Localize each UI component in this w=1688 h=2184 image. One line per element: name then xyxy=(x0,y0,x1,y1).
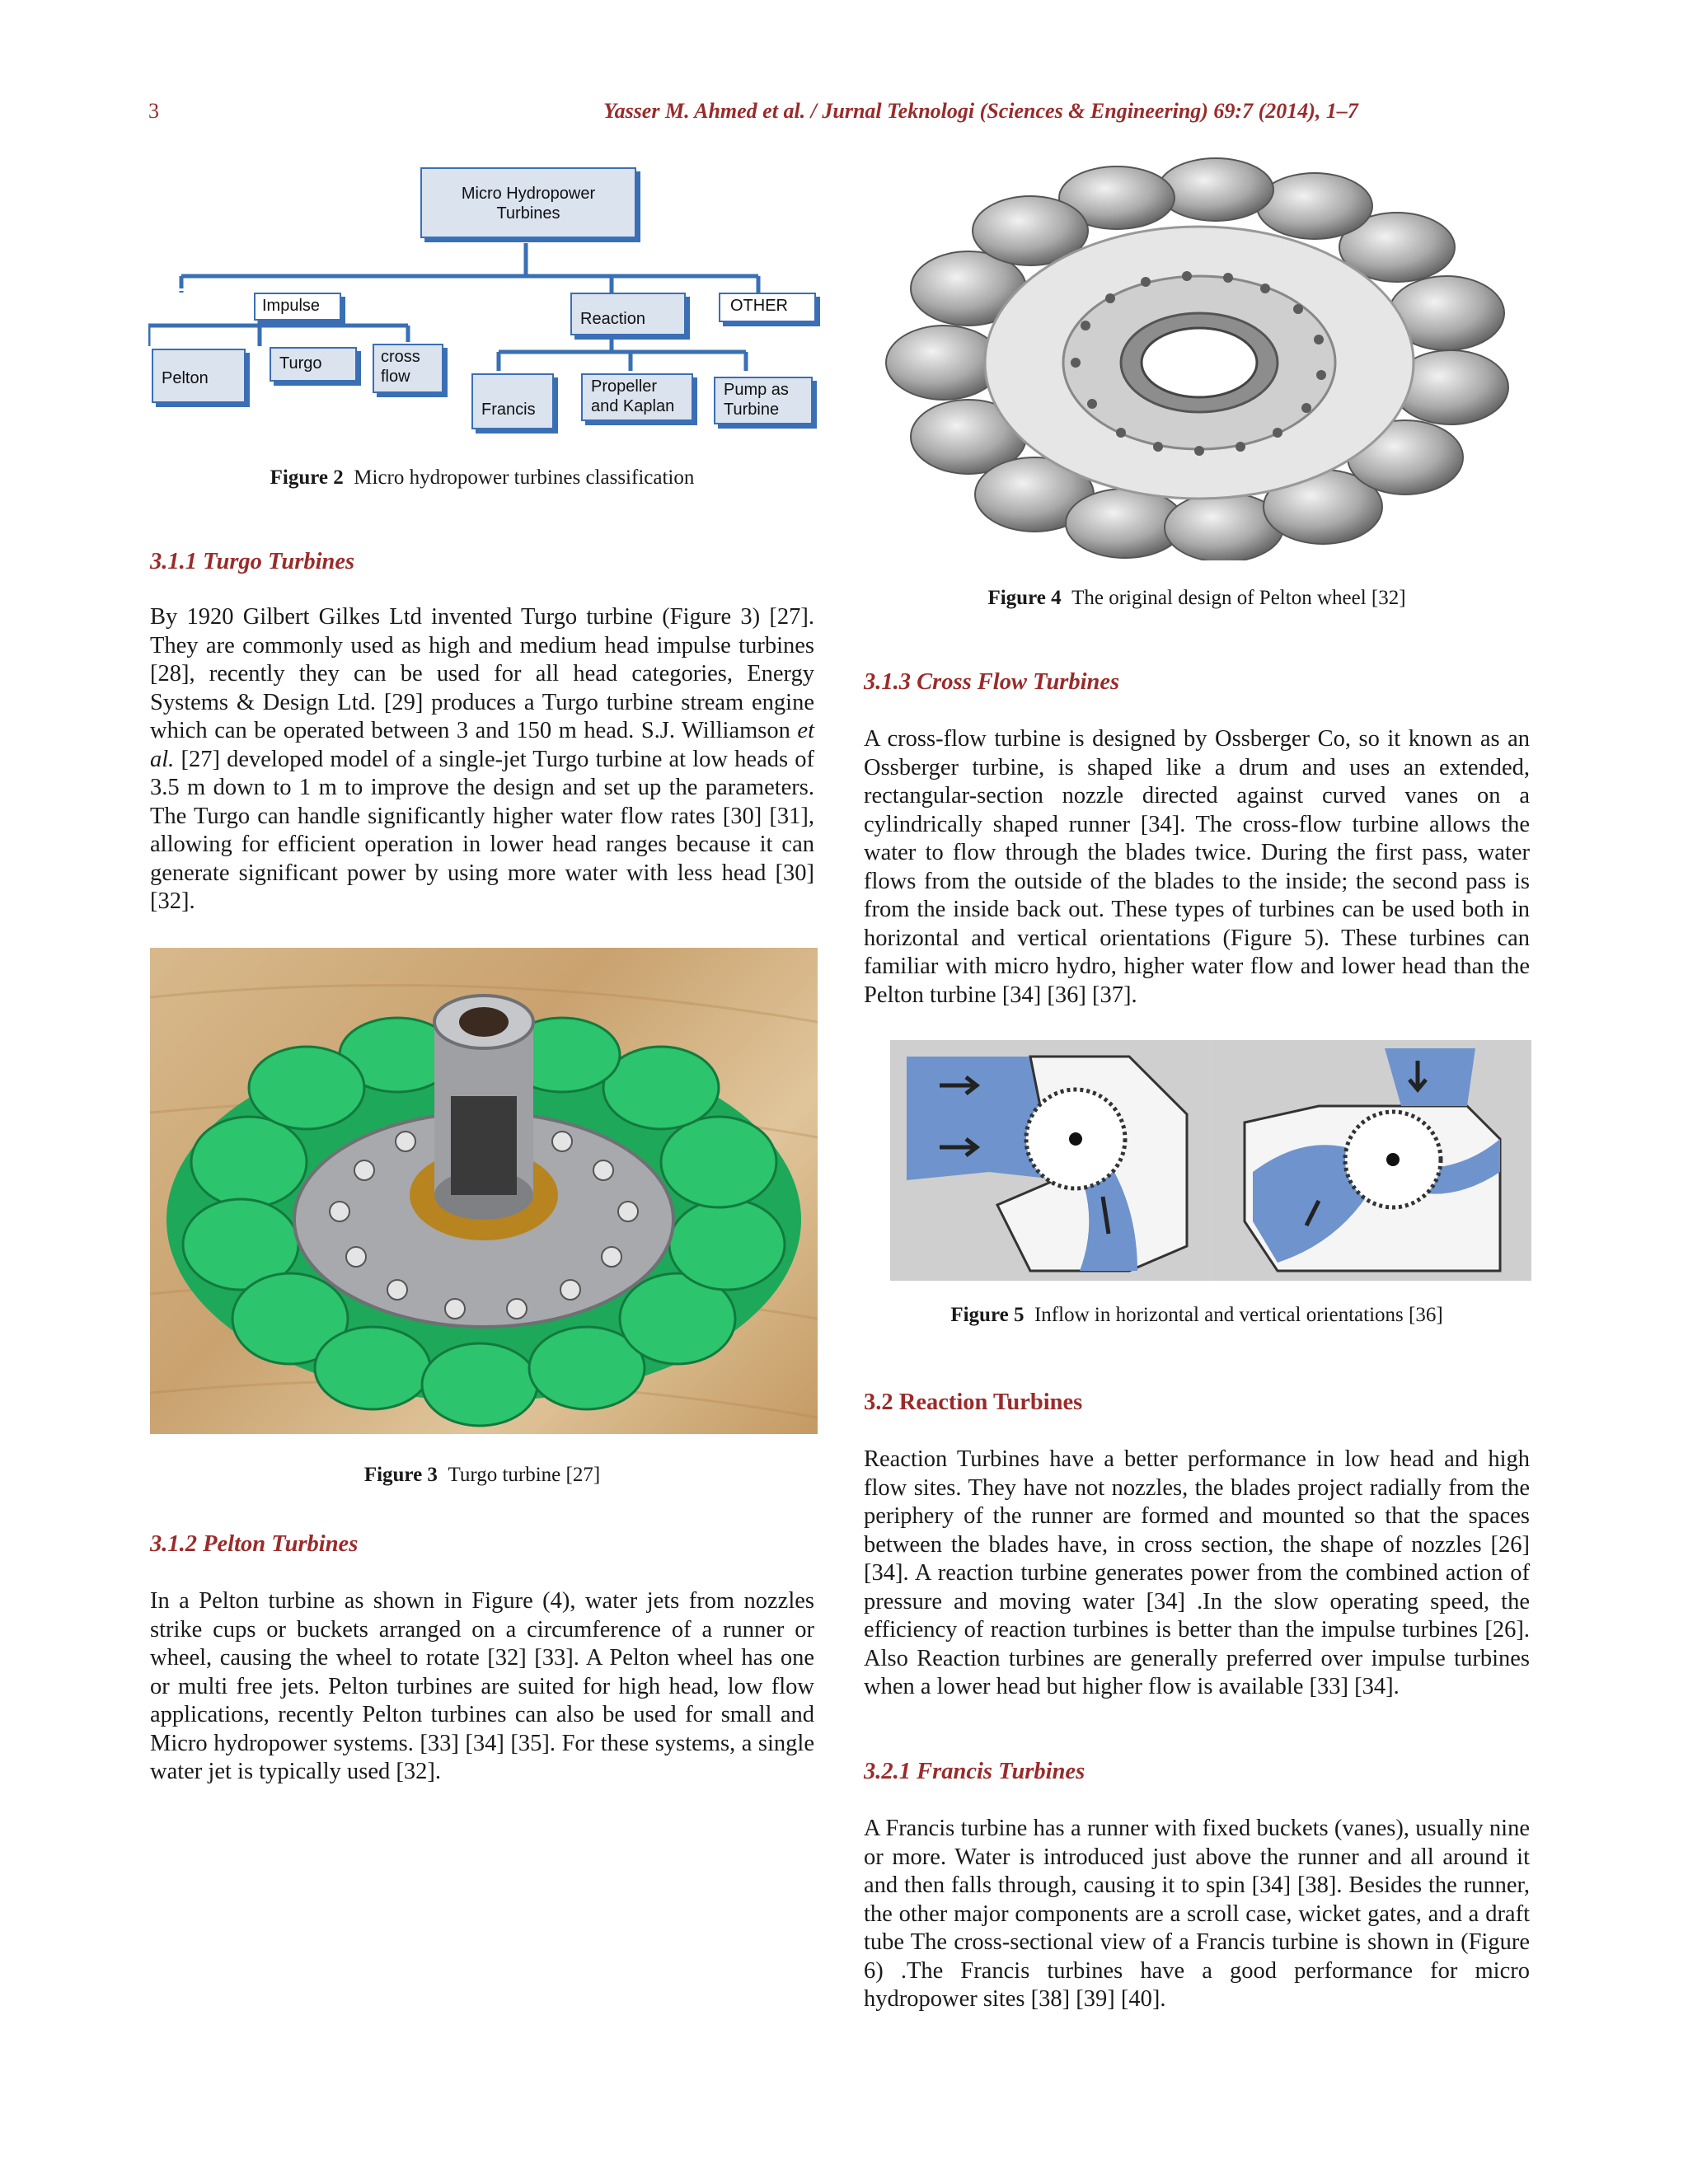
node-other: OTHER xyxy=(719,293,816,322)
node-cross-flow: cross flow xyxy=(373,344,443,393)
figure-5-caption xyxy=(864,1304,1530,1327)
figure-5-image xyxy=(890,1040,1531,1281)
para-text-b: [27] developed model of a single-jet Turgo turbine at low heads of 3.5 m down to 1 m to improve the design and set up the parameters. The Turgo can handle significantly higher water flow rates [30] [31], allowing for efficient operation in lower head ranges because it can generate significant power by using more water with less head [30] [32]. xyxy=(150,746,814,914)
section-3-1-1-heading: 3.1.1 Turgo Turbines xyxy=(150,549,355,574)
node-propeller-kaplan: Propeller and Kaplan xyxy=(581,373,693,421)
section-3-1-1-paragraph xyxy=(150,603,814,916)
figure-4-caption xyxy=(864,587,1530,610)
page-number: 3 xyxy=(148,99,159,123)
node-reaction: Reaction xyxy=(570,293,686,335)
running-title: Yasser M. Ahmed et al. / Jurnal Teknologi (Sciences & Engineering) 69:7 (2014), 1–7 xyxy=(603,99,1358,123)
pelton-wheel-illustration xyxy=(870,157,1521,560)
node-pump-as-turbine: Pump as Turbine xyxy=(714,377,813,424)
section-3-2-1-heading: 3.2.1 Francis Turbines xyxy=(864,1759,1085,1784)
figure-5-label: Figure 5 xyxy=(950,1304,1025,1326)
section-3-1-3-paragraph: A cross-flow turbine is designed by Ossberger Co, so it known as an Ossberger turbine, is shaped like a drum and uses an extended, rectangular-section nozzle directed against curved vanes on a cylindrically shaped runner [34]. The cross-flow turbine allows the water to flow through the blades twice. During the first pass, water flows from the outside of the blades to the inside; the second pass is from the inside back out. These types of turbines can be used both in horizontal and vertical orientations (Figure 5). These turbines can familiar with micro hydro, higher water flow and lower head than the Pelton turbine [34] [36] [37]. xyxy=(864,726,1530,1008)
figure-2-chart xyxy=(148,161,824,449)
figure-4-label: Figure 4 xyxy=(987,587,1062,609)
section-3-1-2-paragraph: In a Pelton turbine as shown in Figure (4), water jets from nozzles strike cups or buckets arranged on a circumference of a runner or wheel, causing the wheel to rotate [32] [33]. A Pelton wheel has one or multi free jets. Pelton turbines are suited for high head, low flow applications, recently Pelton turbines can also be used for small and Micro hydropower systems. [33] [34] [35]. For these systems, a single water jet is typically used [32]. xyxy=(150,1588,814,1784)
node-francis: Francis xyxy=(471,373,554,429)
section-3-1-2-heading: 3.1.2 Pelton Turbines xyxy=(150,1531,359,1557)
figure-4-text: The original design of Pelton wheel [32] xyxy=(1071,587,1406,609)
section-3-1-3-heading: 3.1.3 Cross Flow Turbines xyxy=(864,669,1120,695)
node-micro-hydropower-turbines: Micro Hydropower Turbines xyxy=(420,167,636,238)
figure-4-image xyxy=(870,157,1521,560)
para-et-al: et al. xyxy=(150,718,814,772)
node-turgo: Turgo xyxy=(270,347,357,382)
figure-5-text: Inflow in horizontal and vertical orientations [36] xyxy=(1034,1304,1443,1326)
turgo-runner-illustration xyxy=(150,948,818,1434)
crossflow-orientation-illustration xyxy=(890,1040,1531,1281)
figure-2-caption xyxy=(150,466,814,490)
para-text-a: By 1920 Gilbert Gilkes Ltd invented Turgo turbine (Figure 3) [27]. They are commonly used as high and medium head impulse turbines [28], recently they can be used for all head categories, Energy Systems & Design Ltd. [29] produces a Turgo turbine stream engine which can be operated between 3 and 150 m head. S.J. Williamson xyxy=(150,604,814,743)
node-pelton: Pelton xyxy=(152,349,246,403)
section-3-2-1-paragraph: A Francis turbine has a runner with fixed buckets (vanes), usually nine or more. Water is introduced just above the runner and all around it and then falls through, causing it to spin [34] [38]. Besides the runner, the other major components are a scroll case, wicket gates, and a draft tube The cross-sectional view of a Francis turbine is shown in (Figure 6) .The Francis turbines have a good performance for micro hydropower sites [38] [39] [40]. xyxy=(864,1816,1530,2012)
figure-2-label: Figure 2 xyxy=(270,466,344,489)
figure-3-caption xyxy=(150,1464,814,1487)
figure-3-image xyxy=(150,948,818,1434)
section-3-2-heading: 3.2 Reaction Turbines xyxy=(864,1390,1083,1415)
figure-2-text: Micro hydropower turbines classification xyxy=(354,466,695,489)
node-impulse: Impulse xyxy=(254,293,341,321)
figure-3-label: Figure 3 xyxy=(363,1464,438,1486)
figure-3-text: Turgo turbine [27] xyxy=(448,1464,601,1486)
section-3-2-paragraph: Reaction Turbines have a better performance in low head and high flow sites. They have not nozzles, the blades project radially from the periphery of the runner are formed and mounted so that the spaces between the blades have, in cross section, the shape of nozzles [26] [34]. A reaction turbine generates power from the combined action of pressure and moving water [34] .In the slow operating speed, the efficiency of reaction turbines is better than the impulse turbines [26]. Also Reaction turbines are generally preferred over impulse turbines when a lower head but higher flow is available [33] [34]. xyxy=(864,1446,1530,1699)
